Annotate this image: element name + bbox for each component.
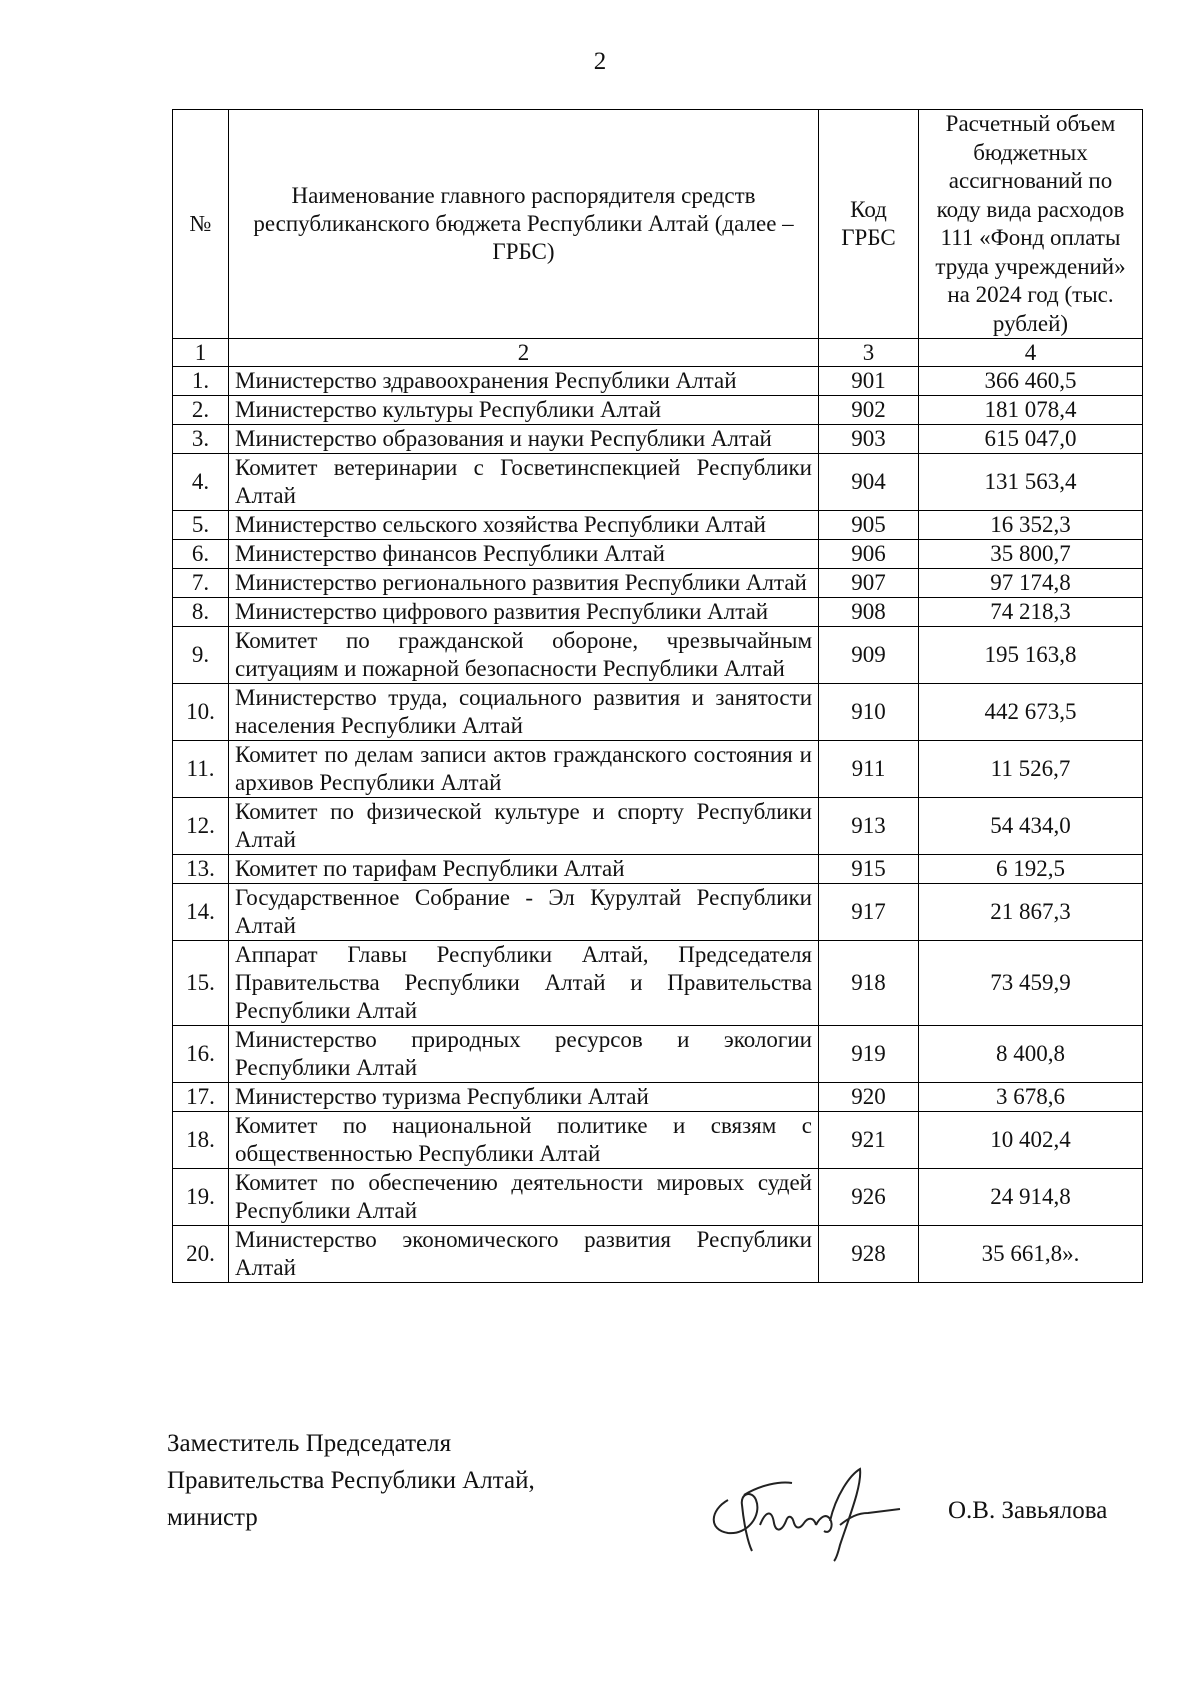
row-number: 9. <box>173 627 229 684</box>
column-number: 1 <box>173 339 229 367</box>
row-amount: 35 661,8». <box>919 1226 1143 1283</box>
table-row <box>173 1169 1143 1226</box>
row-number: 8. <box>173 598 229 627</box>
row-amount: 97 174,8 <box>919 569 1143 598</box>
table-row <box>173 569 1143 598</box>
row-number: 18. <box>173 1112 229 1169</box>
row-grbs-code: 909 <box>819 627 919 684</box>
row-ministry-name: Комитет по тарифам Республики Алтай <box>229 855 819 884</box>
row-grbs-code: 921 <box>819 1112 919 1169</box>
table-row <box>173 1112 1143 1169</box>
table-row <box>173 511 1143 540</box>
table-row <box>173 941 1143 1026</box>
row-ministry-name: Министерство туризма Республики Алтай <box>229 1083 819 1112</box>
row-amount: 366 460,5 <box>919 367 1143 396</box>
table-header-row <box>173 110 1143 339</box>
row-amount: 131 563,4 <box>919 454 1143 511</box>
row-number: 6. <box>173 540 229 569</box>
row-number: 1. <box>173 367 229 396</box>
signature-block <box>167 1425 535 1536</box>
column-number: 3 <box>819 339 919 367</box>
table-row <box>173 1226 1143 1283</box>
table-row <box>173 684 1143 741</box>
row-grbs-code: 913 <box>819 798 919 855</box>
header-num: № <box>173 110 229 339</box>
row-ministry-name: Комитет по физической культуре и спорту Республики Алтай <box>229 798 819 855</box>
row-grbs-code: 911 <box>819 741 919 798</box>
row-grbs-code: 917 <box>819 884 919 941</box>
row-ministry-name: Министерство финансов Республики Алтай <box>229 540 819 569</box>
table-row <box>173 627 1143 684</box>
row-grbs-code: 905 <box>819 511 919 540</box>
row-number: 4. <box>173 454 229 511</box>
handwritten-signature <box>700 1455 920 1565</box>
table-body <box>173 367 1143 1283</box>
row-ministry-name: Министерство регионального развития Республики Алтай <box>229 569 819 598</box>
header-code: Код ГРБС <box>819 110 919 339</box>
row-ministry-name: Комитет по национальной политике и связям с общественностью Республики Алтай <box>229 1112 819 1169</box>
row-ministry-name: Аппарат Главы Республики Алтай, Председателя Правительства Республики Алтай и Правительства Республики Алтай <box>229 941 819 1026</box>
row-amount: 54 434,0 <box>919 798 1143 855</box>
row-grbs-code: 910 <box>819 684 919 741</box>
page-number: 2 <box>593 48 607 75</box>
row-amount: 6 192,5 <box>919 855 1143 884</box>
row-grbs-code: 915 <box>819 855 919 884</box>
header-amount: Расчетный объем бюджетных ассигнований по коду вида расходов 111 «Фонд оплаты труда учреждений» на 2024 год (тыс. рублей) <box>919 110 1143 339</box>
row-number: 15. <box>173 941 229 1026</box>
row-amount: 195 163,8 <box>919 627 1143 684</box>
row-ministry-name: Министерство экономического развития Республики Алтай <box>229 1226 819 1283</box>
row-grbs-code: 907 <box>819 569 919 598</box>
row-grbs-code: 926 <box>819 1169 919 1226</box>
row-grbs-code: 903 <box>819 425 919 454</box>
row-number: 14. <box>173 884 229 941</box>
signer-position-line3: министр <box>167 1504 258 1531</box>
row-grbs-code: 918 <box>819 941 919 1026</box>
row-ministry-name: Государственное Собрание - Эл Курултай Республики Алтай <box>229 884 819 941</box>
table-row <box>173 454 1143 511</box>
row-ministry-name: Министерство образования и науки Республики Алтай <box>229 425 819 454</box>
row-number: 19. <box>173 1169 229 1226</box>
budget-table <box>172 109 1143 1283</box>
row-number: 13. <box>173 855 229 884</box>
row-number: 7. <box>173 569 229 598</box>
row-ministry-name: Министерство здравоохранения Республики Алтай <box>229 367 819 396</box>
row-amount: 3 678,6 <box>919 1083 1143 1112</box>
column-numbers-row <box>173 339 1143 367</box>
row-ministry-name: Комитет по гражданской обороне, чрезвычайным ситуациям и пожарной безопасности Республики Алтай <box>229 627 819 684</box>
row-number: 11. <box>173 741 229 798</box>
row-ministry-name: Министерство культуры Республики Алтай <box>229 396 819 425</box>
row-ministry-name: Комитет по делам записи актов гражданского состояния и архивов Республики Алтай <box>229 741 819 798</box>
table-row <box>173 425 1143 454</box>
table-row <box>173 741 1143 798</box>
table-row <box>173 1083 1143 1112</box>
row-grbs-code: 919 <box>819 1026 919 1083</box>
signer-position-line2: Правительства Республики Алтай, <box>167 1467 535 1494</box>
row-amount: 8 400,8 <box>919 1026 1143 1083</box>
row-amount: 181 078,4 <box>919 396 1143 425</box>
row-amount: 10 402,4 <box>919 1112 1143 1169</box>
table-row <box>173 884 1143 941</box>
row-grbs-code: 906 <box>819 540 919 569</box>
row-amount: 21 867,3 <box>919 884 1143 941</box>
row-amount: 442 673,5 <box>919 684 1143 741</box>
table-row <box>173 598 1143 627</box>
row-ministry-name: Министерство сельского хозяйства Республики Алтай <box>229 511 819 540</box>
row-ministry-name: Комитет по обеспечению деятельности мировых судей Республики Алтай <box>229 1169 819 1226</box>
row-ministry-name: Министерство цифрового развития Республики Алтай <box>229 598 819 627</box>
row-amount: 35 800,7 <box>919 540 1143 569</box>
row-number: 10. <box>173 684 229 741</box>
table-row <box>173 367 1143 396</box>
row-number: 17. <box>173 1083 229 1112</box>
column-number: 4 <box>919 339 1143 367</box>
row-ministry-name: Комитет ветеринарии с Госветинспекцией Республики Алтай <box>229 454 819 511</box>
row-number: 20. <box>173 1226 229 1283</box>
signer-name: О.В. Завьялова <box>948 1497 1108 1524</box>
table-row <box>173 855 1143 884</box>
row-grbs-code: 928 <box>819 1226 919 1283</box>
row-amount: 16 352,3 <box>919 511 1143 540</box>
row-grbs-code: 920 <box>819 1083 919 1112</box>
row-number: 12. <box>173 798 229 855</box>
table-row <box>173 798 1143 855</box>
row-amount: 615 047,0 <box>919 425 1143 454</box>
row-grbs-code: 901 <box>819 367 919 396</box>
row-number: 16. <box>173 1026 229 1083</box>
row-ministry-name: Министерство труда, социального развития и занятости населения Республики Алтай <box>229 684 819 741</box>
row-ministry-name: Министерство природных ресурсов и экологии Республики Алтай <box>229 1026 819 1083</box>
row-number: 3. <box>173 425 229 454</box>
table-row <box>173 1026 1143 1083</box>
row-grbs-code: 908 <box>819 598 919 627</box>
row-grbs-code: 904 <box>819 454 919 511</box>
signer-position-line1: Заместитель Председателя <box>167 1430 452 1457</box>
header-name: Наименование главного распорядителя средств республиканского бюджета Республики Алтай (далее – ГРБС) <box>229 110 819 339</box>
row-number: 2. <box>173 396 229 425</box>
table-row <box>173 396 1143 425</box>
column-number: 2 <box>229 339 819 367</box>
row-number: 5. <box>173 511 229 540</box>
row-amount: 73 459,9 <box>919 941 1143 1026</box>
row-amount: 11 526,7 <box>919 741 1143 798</box>
row-amount: 24 914,8 <box>919 1169 1143 1226</box>
row-grbs-code: 902 <box>819 396 919 425</box>
table-row <box>173 540 1143 569</box>
row-amount: 74 218,3 <box>919 598 1143 627</box>
